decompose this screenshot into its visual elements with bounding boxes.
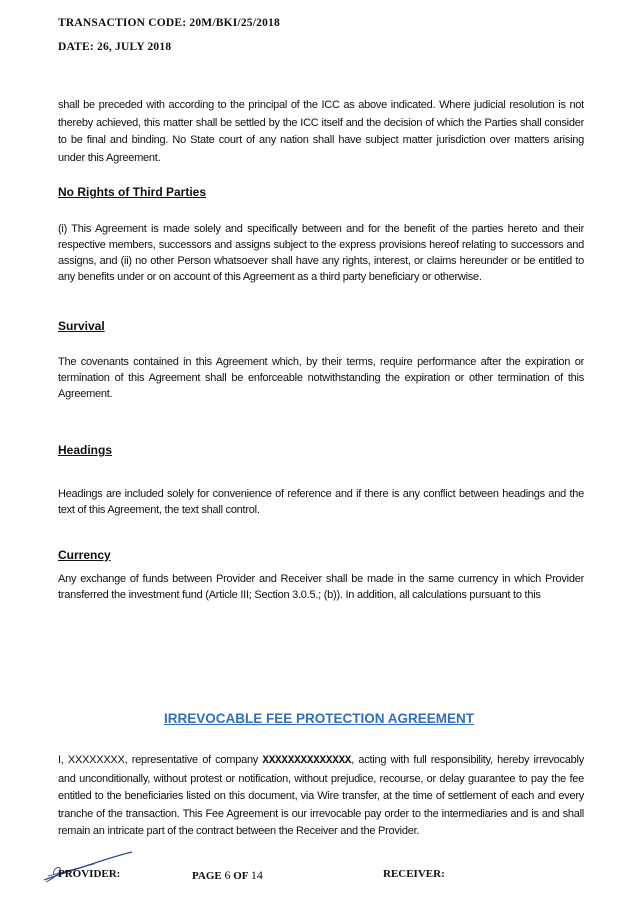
transaction-code: TRANSACTION CODE: 20M/BKI/25/2018 bbox=[58, 17, 280, 29]
section-heading-third-parties: No Rights of Third Parties bbox=[58, 185, 207, 199]
page-of: OF bbox=[230, 870, 251, 882]
fee-body-rest: , acting with full responsibility, hereby irrevocably and unconditionally, without protest or notification, without prejudice, recourse, or delay guarantee to pay the fee entitled to the beneficiaries listed on this document, via Wire transfer, at the time of settlement of each and every tranche of the transaction. This Fee Agreement is our irrevocable pay order to the intermediaries and is and shall remain an intricate part of the contract between the Receiver and the Provider. bbox=[58, 754, 584, 837]
footer-provider-label: PROVIDER: bbox=[58, 868, 121, 880]
section-heading-currency: Currency bbox=[58, 548, 111, 562]
intro-paragraph: shall be preceded with according to the principal of the ICC as above indicated. Where judicial resolution is not thereby achieved, this matter shall be settled by the ICC itself and the decision of which the Parties shall consider to be final and binding. No State court of any nation shall have subject matter jurisdiction over matters arising under this Agreement. bbox=[58, 99, 584, 164]
section-body-currency: Any exchange of funds between Provider and Receiver shall be made in the same currency in which Provider transferred the investment fund (Article III; Section 3.0.5.; (b)). In addition, all calculations pursuant to this bbox=[58, 573, 584, 601]
page-current: 6 bbox=[224, 868, 231, 882]
fee-body-prefix: I, XXXXXXXX, representative of company bbox=[58, 754, 263, 766]
footer-receiver-label: RECEIVER: bbox=[383, 868, 445, 880]
fee-agreement-body bbox=[58, 752, 584, 841]
footer-page-indicator bbox=[192, 868, 263, 883]
section-body-survival: The covenants contained in this Agreement which, by their terms, require performance after the expiration or termination of this Agreement shall be enforceable notwithstanding the expiration or other termination of this Agreement. bbox=[58, 356, 584, 400]
company-placeholder: XXXXXXXXXXXXXX bbox=[262, 755, 352, 767]
page-total: 14 bbox=[250, 868, 263, 882]
section-heading-headings: Headings bbox=[58, 443, 113, 457]
document-date: DATE: 26, JULY 2018 bbox=[58, 41, 172, 53]
fee-agreement-title: IRREVOCABLE FEE PROTECTION AGREEMENT bbox=[163, 711, 475, 726]
page-prefix: PAGE bbox=[192, 870, 225, 882]
section-heading-survival: Survival bbox=[58, 319, 105, 333]
section-body-headings: Headings are included solely for convenience of reference and if there is any conflict between headings and the text of this Agreement, the text shall control. bbox=[58, 488, 584, 516]
section-body-third-parties: (i) This Agreement is made solely and specifically between and for the benefit of the parties hereto and their respective members, successors and assigns subject to the express provisions hereof relating to successors and assigns, and (ii) no other Person whatsoever shall have any rights, interest, or claims hereunder or be entitled to any benefits under or on account of this Agreement as a third party beneficiary or otherwise. bbox=[58, 223, 584, 283]
